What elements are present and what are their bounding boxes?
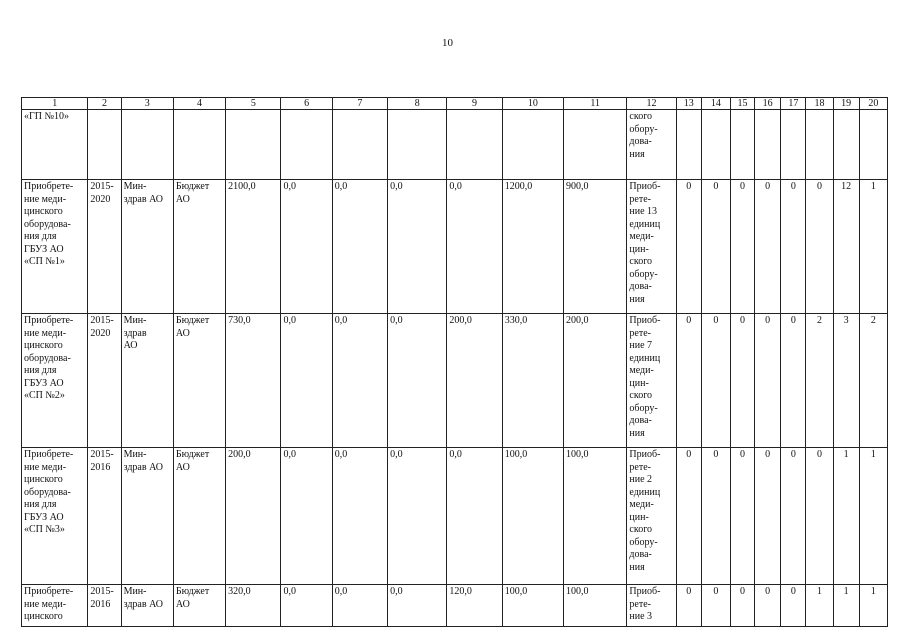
indicator-value-cell: 0	[730, 314, 754, 448]
period-cell: 2015- 2020	[88, 314, 121, 448]
indicator-value-cell: 0	[730, 180, 754, 314]
indicator-value-cell	[730, 110, 754, 180]
amount-cell: 320,0	[226, 585, 281, 627]
amount-cell: 0,0	[281, 314, 332, 448]
amount-cell: 0,0	[388, 180, 447, 314]
indicator-cell: Приоб- рете- ние 7 единиц меди- цин- ского обору- дова- ния	[627, 314, 676, 448]
indicator-value-cell: 1	[859, 585, 887, 627]
column-number-cell: 11	[564, 98, 627, 110]
indicator-value-cell: 12	[833, 180, 859, 314]
indicator-value-cell	[781, 110, 806, 180]
table-row	[22, 180, 888, 314]
column-number-cell: 2	[88, 98, 121, 110]
table-row	[22, 448, 888, 585]
indicator-value-cell: 0	[701, 448, 730, 585]
activity-name-cell: Приобрете- ние меди- цинского оборудова- ния для ГБУЗ АО «СП №3»	[22, 448, 88, 585]
amount-cell: 0,0	[332, 314, 387, 448]
column-number-cell: 12	[627, 98, 676, 110]
amount-cell: 200,0	[226, 448, 281, 585]
amount-cell: 0,0	[281, 180, 332, 314]
indicator-cell: Приоб- рете- ние 3	[627, 585, 676, 627]
amount-cell: 900,0	[564, 180, 627, 314]
indicator-cell: ского обору- дова- ния	[627, 110, 676, 180]
page-number: 10	[442, 37, 453, 49]
column-number-cell: 8	[388, 98, 447, 110]
column-number-cell: 5	[226, 98, 281, 110]
column-number-cell: 18	[806, 98, 833, 110]
table-row	[22, 314, 888, 448]
indicator-value-cell: 0	[806, 448, 833, 585]
executor-cell: Мин- здрав АО	[121, 314, 173, 448]
funding-source-cell: Бюджет АО	[173, 448, 225, 585]
activity-name-cell: Приобрете- ние меди- цинского оборудова- ния для ГБУЗ АО «СП №1»	[22, 180, 88, 314]
indicator-value-cell: 0	[781, 314, 806, 448]
amount-cell	[332, 110, 387, 180]
column-number-cell: 6	[281, 98, 332, 110]
period-cell: 2015- 2020	[88, 180, 121, 314]
amount-cell: 2100,0	[226, 180, 281, 314]
indicator-value-cell	[701, 110, 730, 180]
indicator-value-cell: 1	[859, 180, 887, 314]
indicator-value-cell: 0	[701, 314, 730, 448]
indicator-value-cell: 0	[755, 180, 781, 314]
indicator-value-cell: 0	[676, 448, 701, 585]
indicator-value-cell: 0	[755, 314, 781, 448]
indicator-value-cell: 0	[730, 585, 754, 627]
amount-cell: 330,0	[502, 314, 563, 448]
indicator-value-cell: 1	[806, 585, 833, 627]
amount-cell: 0,0	[388, 314, 447, 448]
indicator-value-cell	[833, 110, 859, 180]
amount-cell: 100,0	[502, 448, 563, 585]
table-row	[22, 585, 888, 627]
amount-cell: 0,0	[332, 448, 387, 585]
executor-cell: Мин- здрав АО	[121, 448, 173, 585]
amount-cell	[447, 110, 502, 180]
executor-cell: Мин- здрав АО	[121, 585, 173, 627]
indicator-value-cell: 3	[833, 314, 859, 448]
period-cell: 2015- 2016	[88, 585, 121, 627]
amount-cell: 0,0	[332, 180, 387, 314]
indicator-value-cell: 1	[859, 448, 887, 585]
funding-source-cell	[173, 110, 225, 180]
indicator-cell: Приоб- рете- ние 13 единиц меди- цин- ского обору- дова- ния	[627, 180, 676, 314]
amount-cell: 0,0	[281, 585, 332, 627]
indicator-value-cell: 0	[781, 448, 806, 585]
amount-cell: 1200,0	[502, 180, 563, 314]
indicator-value-cell: 0	[676, 314, 701, 448]
indicator-value-cell: 0	[730, 448, 754, 585]
executor-cell: Мин- здрав АО	[121, 180, 173, 314]
indicator-value-cell: 1	[833, 585, 859, 627]
indicator-cell: Приоб- рете- ние 2 единиц меди- цин- ского обору- дова- ния	[627, 448, 676, 585]
column-number-cell: 7	[332, 98, 387, 110]
amount-cell: 100,0	[564, 585, 627, 627]
column-number-cell: 4	[173, 98, 225, 110]
period-cell	[88, 110, 121, 180]
column-number-cell: 1	[22, 98, 88, 110]
indicator-value-cell	[676, 110, 701, 180]
funding-source-cell: Бюджет АО	[173, 314, 225, 448]
activity-name-cell: «ГП №10»	[22, 110, 88, 180]
amount-cell: 0,0	[388, 585, 447, 627]
amount-cell	[226, 110, 281, 180]
amount-cell: 100,0	[502, 585, 563, 627]
amount-cell: 0,0	[281, 448, 332, 585]
column-number-cell: 20	[859, 98, 887, 110]
indicator-value-cell: 0	[781, 585, 806, 627]
column-number-cell: 13	[676, 98, 701, 110]
funding-source-cell: Бюджет АО	[173, 180, 225, 314]
amount-cell	[564, 110, 627, 180]
amount-cell	[281, 110, 332, 180]
activity-name-cell: Приобрете- ние меди- цинского оборудова- ния для ГБУЗ АО «СП №2»	[22, 314, 88, 448]
program-table	[21, 97, 888, 627]
column-number-cell: 19	[833, 98, 859, 110]
amount-cell: 120,0	[447, 585, 502, 627]
amount-cell: 0,0	[447, 180, 502, 314]
indicator-value-cell: 0	[676, 585, 701, 627]
indicator-value-cell: 0	[701, 180, 730, 314]
amount-cell: 100,0	[564, 448, 627, 585]
indicator-value-cell: 2	[806, 314, 833, 448]
indicator-value-cell: 0	[755, 448, 781, 585]
indicator-value-cell	[755, 110, 781, 180]
amount-cell: 200,0	[564, 314, 627, 448]
funding-source-cell: Бюджет АО	[173, 585, 225, 627]
amount-cell: 730,0	[226, 314, 281, 448]
indicator-value-cell: 1	[833, 448, 859, 585]
period-cell: 2015- 2016	[88, 448, 121, 585]
amount-cell: 0,0	[447, 448, 502, 585]
indicator-value-cell: 0	[701, 585, 730, 627]
indicator-value-cell: 0	[806, 180, 833, 314]
amount-cell: 200,0	[447, 314, 502, 448]
column-number-row	[22, 98, 888, 110]
amount-cell	[388, 110, 447, 180]
column-number-cell: 16	[755, 98, 781, 110]
amount-cell: 0,0	[332, 585, 387, 627]
column-number-cell: 9	[447, 98, 502, 110]
indicator-value-cell: 0	[755, 585, 781, 627]
indicator-value-cell	[859, 110, 887, 180]
table-row	[22, 110, 888, 180]
indicator-value-cell: 0	[676, 180, 701, 314]
executor-cell	[121, 110, 173, 180]
indicator-value-cell: 0	[781, 180, 806, 314]
activity-name-cell: Приобрете- ние меди- цинского	[22, 585, 88, 627]
column-number-cell: 10	[502, 98, 563, 110]
column-number-cell: 3	[121, 98, 173, 110]
column-number-cell: 17	[781, 98, 806, 110]
column-number-cell: 14	[701, 98, 730, 110]
amount-cell	[502, 110, 563, 180]
amount-cell: 0,0	[388, 448, 447, 585]
indicator-value-cell: 2	[859, 314, 887, 448]
indicator-value-cell	[806, 110, 833, 180]
column-number-cell: 15	[730, 98, 754, 110]
